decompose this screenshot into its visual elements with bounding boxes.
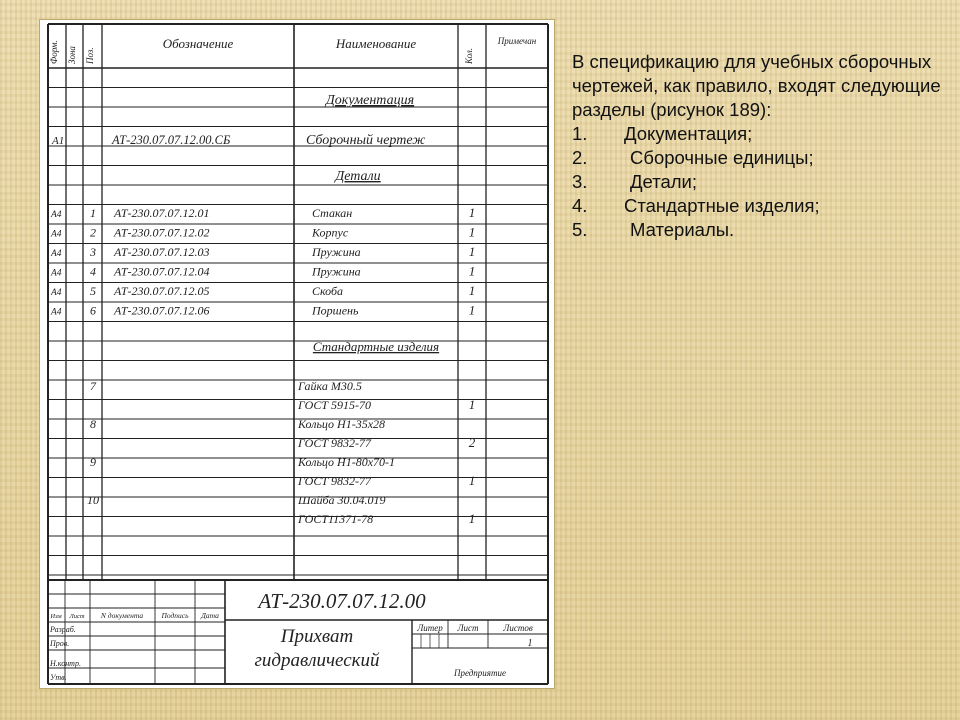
detail-designation: АТ-230.07.07.12.05 xyxy=(114,284,210,298)
standard-position: 9 xyxy=(90,455,96,469)
standard-name: Шайба 30.04.019 xyxy=(298,493,386,507)
detail-quantity: 1 xyxy=(468,283,476,298)
standard-name: Кольцо Н1-80х70-1 xyxy=(298,455,396,469)
detail-format: A4 xyxy=(51,307,62,318)
title-col-sheet: Лист xyxy=(69,613,85,620)
header-position: Поз. xyxy=(85,47,95,64)
title-product-line2: гидравлический xyxy=(254,650,380,671)
standard-name: ГОСТ 9832-77 xyxy=(298,474,372,488)
list-item: 4. Стандартные изделия; xyxy=(572,195,820,216)
row-format: A1 xyxy=(52,135,65,147)
title-code: АТ-230.07.07.12.00 xyxy=(258,589,426,613)
detail-quantity: 1 xyxy=(468,244,476,259)
standard-name: ГОСТ 5915-70 xyxy=(298,398,372,412)
standard-quantity: 1 xyxy=(468,473,476,488)
title-col-document: N документа xyxy=(100,611,144,620)
header-name: Наименование xyxy=(335,36,417,51)
title-col-signature: Подпись xyxy=(161,611,189,620)
detail-designation: АТ-230.07.07.12.04 xyxy=(114,264,210,279)
detail-name: Поршень xyxy=(312,303,359,318)
detail-name: Пружина xyxy=(312,264,361,279)
detail-position: 4 xyxy=(90,264,96,279)
header-format: Форм. xyxy=(49,40,59,64)
detail-format: A4 xyxy=(51,249,62,259)
detail-position: 2 xyxy=(90,225,96,240)
section-details: Детали xyxy=(335,169,381,184)
title-product-line1: Прихват xyxy=(280,626,354,647)
detail-name: Корпус xyxy=(312,225,349,240)
list-item: 5. Материалы. xyxy=(572,219,735,240)
header-quantity: Кол. xyxy=(464,47,474,64)
specification-table xyxy=(40,20,554,688)
detail-quantity: 1 xyxy=(468,205,476,220)
detail-position: 1 xyxy=(90,206,96,220)
detail-quantity: 1 xyxy=(468,263,476,279)
detail-designation: АТ-230.07.07.12.03 xyxy=(114,245,210,259)
standard-position: 8 xyxy=(90,417,96,431)
detail-format: A4 xyxy=(51,268,62,279)
header-note: Примечан xyxy=(497,36,537,46)
detail-position: 6 xyxy=(90,303,96,318)
detail-designation: АТ-230.07.07.12.02 xyxy=(114,225,210,240)
detail-position: 3 xyxy=(90,245,96,259)
title-sheets-value: 1 xyxy=(527,638,533,649)
title-norm-control: Н.контр. xyxy=(50,659,81,668)
detail-format: A4 xyxy=(51,229,62,240)
detail-format: A4 xyxy=(51,288,62,298)
header-designation: Обозначение xyxy=(162,36,234,51)
standard-name: Кольцо Н1-35х28 xyxy=(298,417,386,431)
intro-text: В спецификацию для учебных сборочных чертежей, как правило, входят следующие разделы (рисунок 189): xyxy=(572,51,941,120)
standard-quantity: 1 xyxy=(468,511,476,526)
list-item: 1. Документация; xyxy=(572,123,753,144)
standard-quantity: 2 xyxy=(468,435,476,450)
standard-position: 7 xyxy=(90,379,96,393)
detail-designation: АТ-230.07.07.12.06 xyxy=(114,303,210,318)
specification-sheet xyxy=(40,20,554,688)
title-col-date: Дата xyxy=(201,611,219,620)
title-checked: Пров. xyxy=(50,639,70,648)
standard-name: ГОСТ 9832-77 xyxy=(298,436,372,450)
detail-quantity: 1 xyxy=(468,302,476,318)
detail-format: A4 xyxy=(51,210,62,220)
detail-name: Стакан xyxy=(312,206,353,220)
section-documentation: Документация xyxy=(325,93,415,108)
header-zone: Зона xyxy=(67,46,77,64)
standard-quantity: 1 xyxy=(468,397,476,412)
section-standard-items: Стандартные изделия xyxy=(312,339,440,354)
title-sheet: Лист xyxy=(457,623,479,633)
list-item: 3. Детали; xyxy=(572,171,698,192)
title-col-change: Изм xyxy=(50,613,62,620)
sections-list xyxy=(572,122,952,242)
standard-position: 10 xyxy=(87,493,99,507)
detail-quantity: 1 xyxy=(468,224,476,240)
row-name: Сборочный чертеж xyxy=(306,133,426,148)
detail-designation: АТ-230.07.07.12.01 xyxy=(114,206,210,220)
standard-name: ГОСТ11371-78 xyxy=(298,512,374,526)
row-designation: АТ-230.07.07.12.00.СБ xyxy=(112,133,231,147)
detail-name: Скоба xyxy=(312,284,344,298)
text-panel xyxy=(572,50,952,242)
title-approved: Утв. xyxy=(50,673,67,682)
title-sheets: Листов xyxy=(503,623,533,633)
title-developed: Разраб. xyxy=(50,625,76,634)
standard-name: Гайка М30.5 xyxy=(298,379,362,393)
detail-position: 5 xyxy=(90,284,96,298)
list-item: 2. Сборочные единицы; xyxy=(572,147,814,168)
title-letter: Литер xyxy=(417,623,443,633)
title-enterprise: Предприятие xyxy=(453,668,507,678)
detail-name: Пружина xyxy=(312,245,361,259)
